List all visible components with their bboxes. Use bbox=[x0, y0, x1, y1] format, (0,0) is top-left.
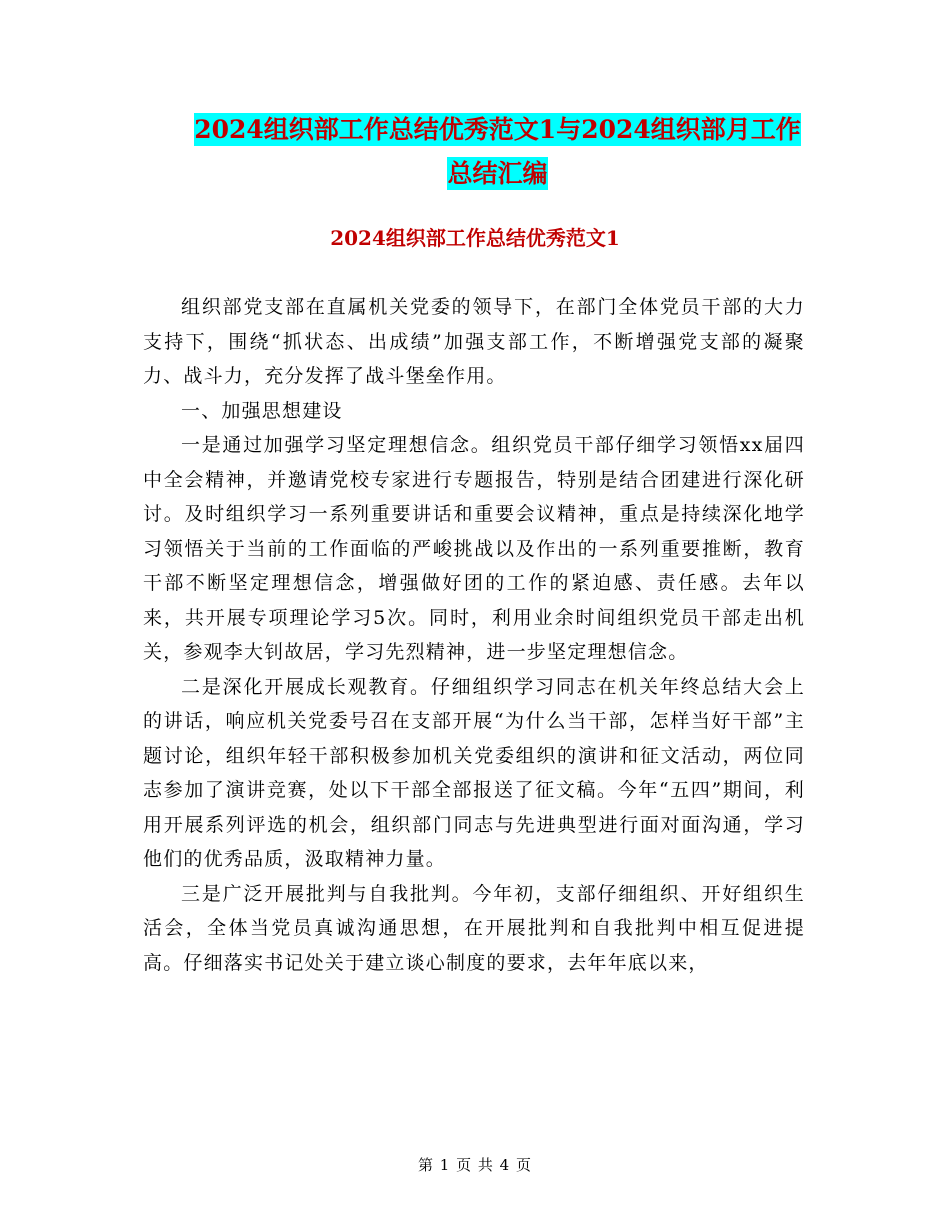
paragraph-heading-1: 一、加强思想建设 bbox=[181, 399, 343, 422]
document-title-line-2: 总结汇编 bbox=[447, 159, 548, 188]
paragraph-1: 一是通过加强学习坚定理想信念。组织党员干部仔细学习领悟xx届四中全会精神，并邀请党校专家进行专题报告，特别是结合团建进行深化研讨。及时组织学习一系列重要讲话和重要会议精神，重点是持续深化地学习领悟关于当前的工作面临的严峻挑战以及作出的一系列重要推断，教育干部不断坚定理想信念，增强做好团的工作的紧迫感、责任感。去年以来，共开展专项理论学习5次。同时，利用业余时间组织党员干部走出机关，参观李大钊故居，学习先烈精神，进一步坚定理想信念。 bbox=[143, 434, 805, 663]
document-title bbox=[120, 108, 875, 196]
paragraph-intro: 组织部党支部在直属机关党委的领导下，在部门全体党员干部的大力支持下，围绕“抓状态、出成绩”加强支部工作，不断增强党支部的凝聚力、战斗力，充分发挥了战斗堡垒作用。 bbox=[143, 296, 805, 387]
document-body bbox=[143, 290, 805, 980]
document-title-line-1: 2024组织部工作总结优秀范文1与2024组织部月工作 bbox=[194, 115, 801, 144]
paragraph-3: 三是广泛开展批判与自我批判。今年初，支部仔细组织、开好组织生活会，全体当党员真诚沟通思想，在开展批判和自我批判中相互促进提高。仔细落实书记处关于建立谈心制度的要求，去年年底以来， bbox=[143, 882, 805, 974]
section-title: 2024组织部工作总结优秀范文1 bbox=[330, 226, 620, 250]
paragraph-2: 二是深化开展成长观教育。仔细组织学习同志在机关年终总结大会上的讲话，响应机关党委号召在支部开展“为什么当干部，怎样当好干部”主题讨论，组织年轻干部积极参加机关党委组织的演讲和征文活动，两位同志参加了演讲竞赛，处以下干部全部报送了征文稿。今年“五四”期间，利用开展系列评选的机会，组织部门同志与先进典型进行面对面沟通，学习他们的优秀品质，汲取精神力量。 bbox=[143, 675, 805, 870]
page-number-footer: 第 1 页 共 4 页 bbox=[418, 1156, 532, 1174]
